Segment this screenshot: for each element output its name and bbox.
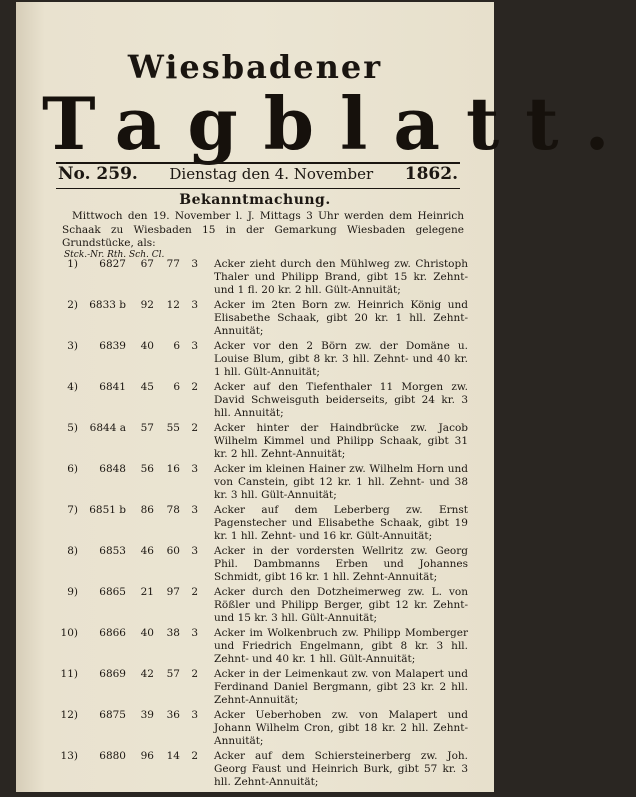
rute-value: 67 [140, 258, 154, 270]
list-item [56, 504, 468, 543]
list-item [56, 340, 468, 379]
item-number: 12) [60, 709, 78, 721]
schuh-value: 78 [166, 504, 180, 516]
parcel-description: Acker hinter der Haindbrücke zw. Jacob Wilhelm Kimmel und Philipp Schaak, gibt 31 kr. 2 hll. Zehnt-Annuität; [214, 422, 468, 460]
parcel-numbers [56, 586, 228, 599]
parcel-description: Acker auf den Tiefenthaler 11 Morgen zw. David Schweisguth beiderseits, gibt 24 kr. 3 hll. Annuität; [214, 381, 468, 419]
class-value: 3 [191, 709, 198, 721]
parcel-number: 6839 [99, 340, 126, 352]
parcel-description: Acker in der Leimenkaut zw. von Malapert und Ferdinand Daniel Bergmann, gibt 23 kr. 2 hll. Zehnt-Annuität; [214, 668, 468, 706]
item-number: 11) [60, 668, 78, 680]
item-number: 5) [67, 422, 78, 434]
parcel-number: 6848 [99, 463, 126, 475]
list-item [56, 381, 468, 420]
class-value: 3 [191, 545, 198, 557]
class-value: 2 [191, 750, 198, 762]
parcel-numbers [56, 299, 228, 312]
parcel-description: Acker Ueberhoben zw. von Malapert und Johann Wilhelm Cron, gibt 18 kr. 2 hll. Zehnt-Annuität; [214, 709, 468, 747]
parcel-description: Acker im 2ten Born zw. Heinrich König und Elisabethe Schaak, gibt 20 kr. 1 hll. Zehnt-Annuität; [214, 299, 468, 337]
parcel-number: 6833 b [89, 299, 126, 311]
rute-value: 40 [140, 627, 154, 639]
parcel-description: Acker auf dem Leberberg zw. Ernst Pagenstecher und Elisabethe Schaak, gibt 19 kr. 1 hll. Zehnt- und 16 kr. Gült-Annuität; [214, 504, 468, 542]
item-number: 1) [67, 258, 78, 270]
rute-value: 42 [140, 668, 154, 680]
schuh-value: 60 [166, 545, 180, 557]
parcel-number: 6880 [99, 750, 126, 762]
parcel-number: 6853 [99, 545, 126, 557]
class-value: 3 [191, 504, 198, 516]
parcel-description: Acker im Wolkenbruch zw. Philipp Momberger und Friedrich Engelmann, gibt 8 kr. 3 hll. Zehnt- und 40 kr. 1 hll. Gült-Annuität; [214, 627, 468, 665]
list-item [56, 463, 468, 502]
list-item [56, 668, 468, 707]
class-value: 3 [191, 463, 198, 475]
schuh-value: 12 [166, 299, 180, 311]
parcel-numbers [56, 668, 228, 681]
rute-value: 56 [140, 463, 154, 475]
parcel-number: 6865 [99, 586, 126, 598]
rute-value: 46 [140, 545, 154, 557]
rute-value: 21 [140, 586, 154, 598]
parcel-description: Acker im kleinen Hainer zw. Wilhelm Horn und von Canstein, gibt 12 kr. 1 hll. Zehnt- und 38 kr. 3 hll. Gült-Annuität; [214, 463, 468, 501]
class-value: 3 [191, 627, 198, 639]
parcel-numbers [56, 381, 228, 394]
item-number: 13) [60, 750, 78, 762]
notice-intro: Mittwoch den 19. November l. J. Mittags 3 Uhr werden dem Heinrich Schaak zu Wiesbaden 15 in der Gemarkung Wiesbaden gelegene Grundstücke, als: [62, 210, 464, 249]
item-number: 8) [67, 545, 78, 557]
item-number: 10) [60, 627, 78, 639]
parcel-number: 6866 [99, 627, 126, 639]
item-number: 6) [67, 463, 78, 475]
parcel-description: Acker auf dem Schiersteinerberg zw. Joh. Georg Faust und Heinrich Burk, gibt 57 kr. 3 hll. Zehnt-Annuität; [214, 750, 468, 788]
schuh-value: 6 [173, 340, 180, 352]
schuh-value: 97 [166, 586, 180, 598]
list-item [56, 586, 468, 625]
schuh-value: 36 [166, 709, 180, 721]
rute-value: 92 [140, 299, 154, 311]
parcel-number: 6869 [99, 668, 126, 680]
column-header: Stck.-Nr. Rth. Sch. Cl. [64, 250, 165, 260]
list-item [56, 750, 468, 789]
schuh-value: 6 [173, 381, 180, 393]
item-number: 2) [67, 299, 78, 311]
parcel-numbers [56, 340, 228, 353]
rute-value: 86 [140, 504, 154, 516]
masthead-title-top: Wiesbadener [127, 48, 383, 86]
parcel-description: Acker vor den 2 Börn zw. der Domäne u. Louise Blum, gibt 8 kr. 3 hll. Zehnt- und 40 kr. 1 hll. Gült-Annuität; [214, 340, 468, 378]
item-number: 3) [67, 340, 78, 352]
item-number: 9) [67, 586, 78, 598]
parcel-number: 6851 b [89, 504, 126, 516]
rute-value: 39 [140, 709, 154, 721]
schuh-value: 57 [166, 668, 180, 680]
parcel-description: Acker zieht durch den Mühlweg zw. Christoph Thaler und Philipp Brand, gibt 15 kr. Zehnt- und 1 fl. 20 kr. 2 hll. Gült-Annuität; [214, 258, 468, 296]
dateline-rule-bottom [56, 188, 460, 189]
parcel-list [56, 258, 468, 791]
class-value: 3 [191, 258, 198, 270]
list-item [56, 299, 468, 338]
class-value: 2 [191, 381, 198, 393]
parcel-numbers [56, 627, 228, 640]
parcel-numbers [56, 422, 228, 435]
class-value: 2 [191, 586, 198, 598]
class-value: 3 [191, 299, 198, 311]
parcel-numbers [56, 504, 228, 517]
schuh-value: 16 [166, 463, 180, 475]
parcel-description: Acker in der vordersten Wellritz zw. Georg Phil. Dambmanns Erben und Johannes Schmidt, gibt 16 kr. 1 hll. Zehnt-Annuität; [214, 545, 468, 583]
dateline [58, 164, 458, 186]
class-value: 2 [191, 668, 198, 680]
rute-value: 45 [140, 381, 154, 393]
issue-year: 1862. [404, 164, 458, 184]
rute-value: 57 [140, 422, 154, 434]
parcel-number: 6827 [99, 258, 126, 270]
schuh-value: 77 [166, 258, 180, 270]
class-value: 2 [191, 422, 198, 434]
parcel-numbers [56, 258, 228, 271]
parcel-numbers [56, 709, 228, 722]
list-item [56, 258, 468, 297]
issue-date: Dienstag den 4. November [169, 165, 374, 183]
newspaper-page [16, 2, 636, 792]
parcel-number: 6844 a [89, 422, 126, 434]
schuh-value: 38 [166, 627, 180, 639]
list-item [56, 545, 468, 584]
issue-number: No. 259. [58, 164, 138, 184]
item-number: 4) [67, 381, 78, 393]
parcel-numbers [56, 463, 228, 476]
schuh-value: 55 [166, 422, 180, 434]
parcel-description: Acker durch den Dotzheimerweg zw. L. von Rößler und Philipp Berger, gibt 12 kr. Zehnt- und 15 kr. 3 hll. Gült-Annuität; [214, 586, 468, 624]
masthead-title-main: Tagblatt. [42, 81, 636, 166]
parcel-number: 6875 [99, 709, 126, 721]
list-item [56, 709, 468, 748]
class-value: 3 [191, 340, 198, 352]
schuh-value: 14 [166, 750, 180, 762]
parcel-numbers [56, 750, 228, 763]
rute-value: 96 [140, 750, 154, 762]
parcel-numbers [56, 545, 228, 558]
parcel-number: 6841 [99, 381, 126, 393]
list-item [56, 627, 468, 666]
item-number: 7) [67, 504, 78, 516]
rute-value: 40 [140, 340, 154, 352]
list-item [56, 422, 468, 461]
notice-heading: Bekanntmachung. [179, 192, 331, 208]
